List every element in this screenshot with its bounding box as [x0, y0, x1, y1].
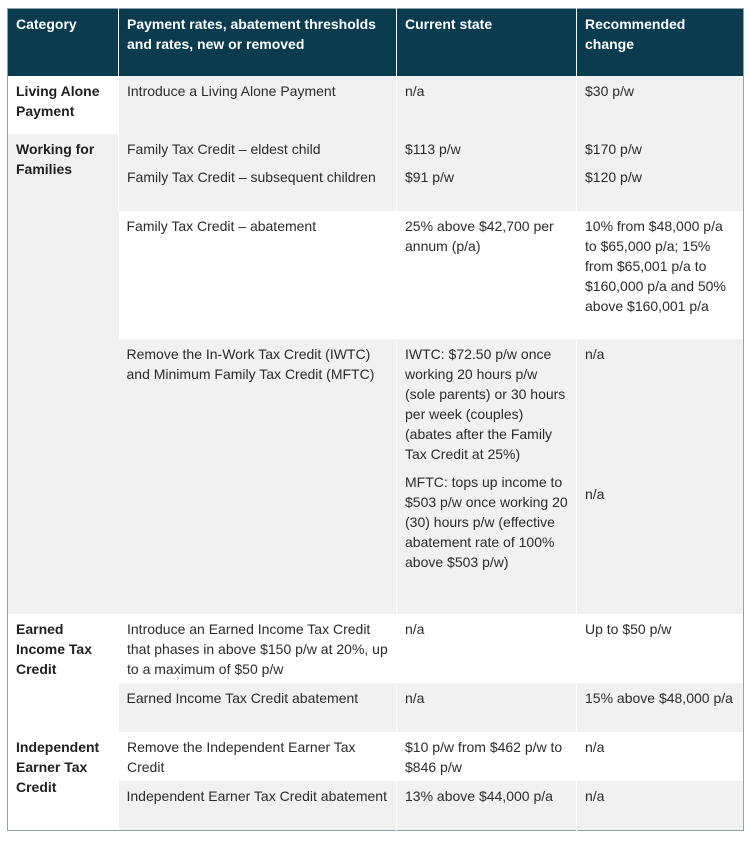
- current-cell: [397, 339, 577, 614]
- table-row: [8, 134, 744, 211]
- recommended-cell: Up to $50 p/w: [577, 614, 744, 683]
- category-earned-income: Earned Income Tax Credit: [8, 614, 119, 732]
- table-row: [8, 781, 744, 831]
- current-cell: n/a: [397, 683, 577, 732]
- header-current: Current state: [397, 9, 577, 77]
- recommended-line: n/a: [585, 346, 605, 362]
- policy-table: [7, 8, 744, 831]
- payment-cell: Introduce an Earned Income Tax Credit that phases in above $150 p/w at 20%, up to a maximum of $50 p/w: [119, 614, 397, 683]
- current-line: $113 p/w: [405, 141, 461, 157]
- category-independent-earner: Independent Earner Tax Credit: [8, 732, 119, 831]
- current-cell: 13% above $44,000 p/a: [397, 781, 577, 831]
- header-recommended: Recommended change: [577, 9, 744, 77]
- recommended-line: $120 p/w: [585, 169, 642, 185]
- payment-cell: Remove the Independent Earner Tax Credit: [119, 732, 397, 781]
- current-line: MFTC: tops up income to $503 p/w once working 20 (30) hours p/w (effective abatement rate of 100% above $503 p/w): [405, 474, 568, 570]
- header-category: Category: [8, 9, 119, 77]
- category-living-alone: Living Alone Payment: [8, 76, 119, 134]
- current-cell: 25% above $42,700 per annum (p/a): [397, 211, 577, 339]
- current-line: $91 p/w: [405, 169, 455, 185]
- payment-cell: [119, 134, 397, 211]
- current-cell: n/a: [397, 76, 577, 134]
- recommended-cell: [577, 134, 744, 211]
- table-header: [8, 9, 744, 77]
- payment-cell: Earned Income Tax Credit abatement: [119, 683, 397, 732]
- table-row: [8, 732, 744, 781]
- table-row: [8, 339, 744, 614]
- header-row: [8, 9, 744, 77]
- payment-cell: Remove the In-Work Tax Credit (IWTC) and Minimum Family Tax Credit (MFTC): [119, 339, 397, 614]
- payment-line: Family Tax Credit – eldest child: [127, 141, 321, 157]
- recommended-cell: $30 p/w: [577, 76, 744, 134]
- current-line: IWTC: $72.50 p/w once working 20 hours p/w (sole parents) or 30 hours per week (couples) (abates after the Family Tax Credit at 25%): [405, 346, 566, 462]
- payment-cell: Family Tax Credit – abatement: [119, 211, 397, 339]
- current-cell: $10 p/w from $462 p/w to $846 p/w: [397, 732, 577, 781]
- header-payment: Payment rates, abatement thresholds and rates, new or removed: [119, 9, 397, 77]
- category-working-for-families: Working for Families: [8, 134, 119, 614]
- recommended-line: $170 p/w: [585, 141, 642, 157]
- current-cell: n/a: [397, 614, 577, 683]
- table-row: [8, 683, 744, 732]
- payment-line: Family Tax Credit – subsequent children: [127, 169, 376, 185]
- current-cell: [397, 134, 577, 211]
- recommended-cell: 15% above $48,000 p/a: [577, 683, 744, 732]
- table-row: [8, 76, 744, 134]
- recommended-cell: [577, 339, 744, 614]
- recommended-cell: 10% from $48,000 p/a to $65,000 p/a; 15% from $65,001 p/a to $160,000 p/a and 50% above $160,001 p/a: [577, 211, 744, 339]
- table-row: [8, 614, 744, 683]
- recommended-cell: n/a: [577, 732, 744, 781]
- table-row: [8, 211, 744, 339]
- recommended-cell: n/a: [577, 781, 744, 831]
- payment-cell: Introduce a Living Alone Payment: [119, 76, 397, 134]
- recommended-line: n/a: [585, 486, 605, 502]
- payment-cell: Independent Earner Tax Credit abatement: [119, 781, 397, 831]
